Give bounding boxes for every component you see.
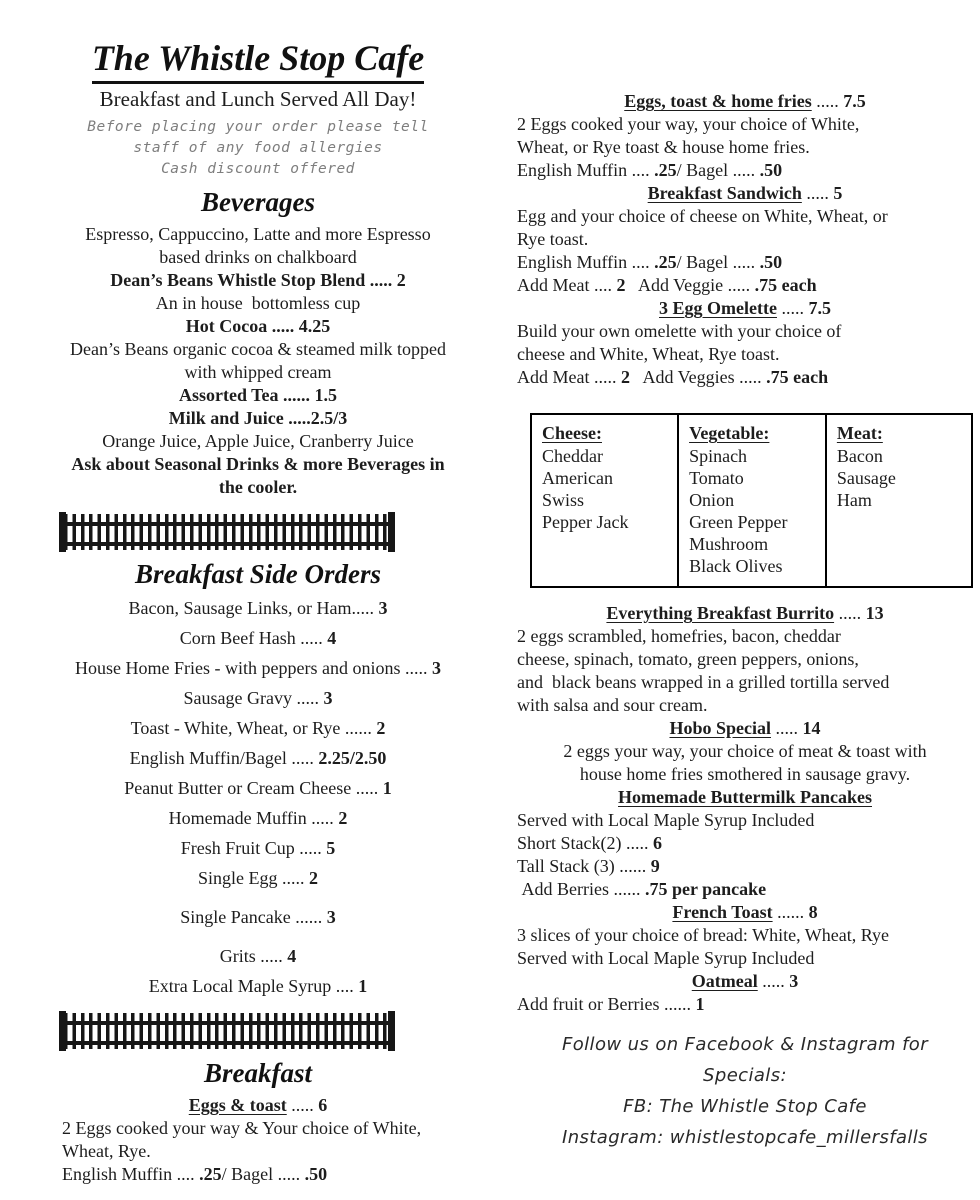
menu-item-breakfast-sandwich: Breakfast Sandwich ..... 5 bbox=[647, 183, 843, 203]
track-rails bbox=[60, 1021, 394, 1045]
topping-item: Sausage bbox=[836, 468, 896, 488]
topping-item: Tomato bbox=[689, 468, 744, 488]
toppings-column-cheese bbox=[531, 414, 678, 587]
menu-line: the cooler. bbox=[218, 476, 298, 497]
menu-item-milk-and-juice: Milk and Juice .....2.5/3 bbox=[168, 407, 348, 428]
topping-item: Pepper Jack bbox=[542, 512, 629, 532]
instagram-handle: Instagram: whistlestopcafe_millersfalls bbox=[562, 1127, 928, 1148]
menu-item-add-fruit-berries: Add fruit or Berries ...... 1 bbox=[517, 994, 705, 1014]
menu-line: Ask about Seasonal Drinks & more Beverages in bbox=[71, 453, 445, 474]
topping-item: Mushroom bbox=[689, 534, 769, 554]
toppings-column-meat bbox=[826, 414, 972, 587]
menu-item-bacon-sausage-ham: Bacon, Sausage Links, or Ham..... 3 bbox=[128, 597, 388, 618]
menu-line: English Muffin .... .25/ Bagel ..... .50 bbox=[517, 160, 783, 180]
topping-item: Onion bbox=[689, 490, 735, 510]
section-beverages bbox=[42, 223, 474, 499]
menu-line: 2 eggs scrambled, homefries, bacon, cheddar bbox=[517, 626, 841, 646]
menu-line: Egg and your choice of cheese on White, Wheat, or bbox=[517, 206, 888, 226]
menu-item-hot-cocoa: Hot Cocoa ..... 4.25 bbox=[185, 315, 331, 336]
menu-item-homemade-buttermilk-pancakes: Homemade Buttermilk Pancakes bbox=[618, 787, 872, 807]
menu-item-grits: Grits ..... 4 bbox=[219, 945, 297, 966]
allergy-notice-line: Before placing your order please tell bbox=[87, 118, 429, 135]
menu-line: An in house bottomless cup bbox=[155, 292, 361, 313]
page-title: The Whistle Stop Cafe bbox=[42, 40, 474, 78]
section-heading-beverages: Beverages bbox=[201, 186, 315, 217]
menu-item-oatmeal: Oatmeal ..... 3 bbox=[691, 971, 799, 991]
toppings-column-header: Meat: bbox=[836, 423, 883, 443]
toppings-column-header: Cheese: bbox=[542, 423, 602, 443]
menu-item-assorted-tea: Assorted Tea ...... 1.5 bbox=[178, 384, 337, 405]
menu-line: Add Meat .... 2 Add Veggie ..... .75 each bbox=[517, 275, 817, 295]
menu-line: 2 Eggs cooked your way & Your choice of White, bbox=[62, 1117, 422, 1138]
menu-item-eggs-toast-home-fries: Eggs, toast & home fries ..... 7.5 bbox=[624, 91, 866, 111]
menu-line: Add Meat ..... 2 Add Veggies ..... .75 each bbox=[517, 367, 829, 387]
train-track-divider bbox=[60, 1013, 394, 1049]
menu-line: Dean’s Beans organic cocoa & steamed milk topped bbox=[69, 338, 447, 359]
menu-item-sausage-gravy: Sausage Gravy ..... 3 bbox=[183, 687, 333, 708]
menu-item-peanut-butter-cream-cheese: Peanut Butter or Cream Cheese ..... 1 bbox=[124, 777, 392, 798]
section-heading-breakfast-side-orders: Breakfast Side Orders bbox=[134, 558, 381, 589]
menu-line: English Muffin .... .25/ Bagel ..... .50 bbox=[62, 1163, 328, 1184]
section-heading-breakfast: Breakfast bbox=[204, 1057, 312, 1088]
track-end bbox=[388, 1011, 395, 1051]
menu-line: Wheat, Rye. bbox=[62, 1140, 151, 1161]
tagline: Breakfast and Lunch Served All Day! bbox=[99, 86, 417, 111]
menu-item-short-stack: Short Stack(2) ..... 6 bbox=[517, 833, 662, 853]
train-track-divider bbox=[60, 514, 394, 550]
track-rails bbox=[60, 522, 394, 546]
facebook-handle: FB: The Whistle Stop Cafe bbox=[623, 1096, 867, 1117]
topping-item: Black Olives bbox=[689, 556, 783, 576]
toppings-column-vegetable bbox=[678, 414, 826, 587]
social-footer bbox=[517, 1029, 973, 1153]
menu-item-single-pancake: Single Pancake ...... 3 bbox=[180, 906, 336, 927]
topping-item: Green Pepper bbox=[689, 512, 788, 532]
section-breakfast bbox=[42, 1094, 474, 1186]
topping-item: Swiss bbox=[542, 490, 585, 510]
menu-line: based drinks on chalkboard bbox=[159, 246, 357, 267]
section-specials-and-griddle bbox=[517, 602, 973, 1016]
menu-item-corn-beef-hash: Corn Beef Hash ..... 4 bbox=[179, 627, 337, 648]
menu-item-add-berries: Add Berries ...... .75 per pancake bbox=[517, 879, 767, 899]
left-column bbox=[42, 40, 474, 1200]
toppings-row bbox=[531, 414, 972, 587]
topping-item: Bacon bbox=[836, 446, 883, 466]
menu-line: Orange Juice, Apple Juice, Cranberry Juice bbox=[102, 430, 414, 451]
track-end bbox=[59, 1011, 66, 1051]
topping-item: Cheddar bbox=[542, 446, 603, 466]
menu-line: Espresso, Cappuccino, Latte and more Espresso bbox=[85, 223, 431, 244]
topping-item: American bbox=[542, 468, 613, 488]
menu-item-homemade-muffin: Homemade Muffin ..... 2 bbox=[168, 807, 348, 828]
menu-item-french-toast: French Toast ...... 8 bbox=[672, 902, 818, 922]
allergy-notice-line: staff of any food allergies bbox=[133, 139, 383, 156]
menu-line: and black beans wrapped in a grilled tortilla served bbox=[517, 672, 890, 692]
section-breakfast-side-orders bbox=[42, 597, 474, 998]
menu-item-single-egg: Single Egg ..... 2 bbox=[198, 867, 318, 888]
menu-line: Build your own omelette with your choice of bbox=[517, 321, 842, 341]
menu-line: cheese and White, Wheat, Rye toast. bbox=[517, 344, 780, 364]
menu-line: Served with Local Maple Syrup Included bbox=[517, 810, 815, 830]
menu-line: 2 Eggs cooked your way, your choice of White, bbox=[517, 114, 860, 134]
menu-line: 3 slices of your choice of bread: White, Wheat, Rye bbox=[517, 925, 889, 945]
menu-line: Wheat, or Rye toast & house home fries. bbox=[517, 137, 810, 157]
menu-line: 2 eggs your way, your choice of meat & toast with bbox=[563, 741, 927, 761]
section-egg-dishes bbox=[517, 90, 973, 389]
menu-item-toast: Toast - White, Wheat, or Rye ...... 2 bbox=[130, 717, 386, 738]
menu-item-hobo-special: Hobo Special ..... 14 bbox=[669, 718, 821, 738]
topping-item: Spinach bbox=[689, 446, 748, 466]
menu-line: with salsa and sour cream. bbox=[517, 695, 708, 715]
menu-line: house home fries smothered in sausage gravy. bbox=[579, 764, 911, 784]
toppings-column-header: Vegetable: bbox=[689, 423, 770, 443]
menu-item-eggs-and-toast: Eggs & toast ..... 6 bbox=[188, 1094, 328, 1115]
topping-item: Ham bbox=[836, 490, 872, 510]
menu-line: cheese, spinach, tomato, green peppers, onions, bbox=[517, 649, 859, 669]
menu-item-everything-breakfast-burrito: Everything Breakfast Burrito ..... 13 bbox=[606, 603, 884, 623]
right-column bbox=[517, 90, 973, 1200]
menu-line: Served with Local Maple Syrup Included bbox=[517, 948, 815, 968]
track-end bbox=[388, 512, 395, 552]
allergy-notice bbox=[42, 117, 474, 180]
menu-item-3-egg-omelette: 3 Egg Omelette ..... 7.5 bbox=[659, 298, 831, 318]
menu-item-house-home-fries: House Home Fries - with peppers and onions ..... 3 bbox=[75, 657, 441, 678]
omelette-toppings-table bbox=[530, 413, 973, 588]
menu-item-extra-maple-syrup: Extra Local Maple Syrup .... 1 bbox=[148, 975, 368, 996]
menu-item-fresh-fruit-cup: Fresh Fruit Cup ..... 5 bbox=[180, 837, 336, 858]
menu-item-deans-beans-blend: Dean’s Beans Whistle Stop Blend ..... 2 bbox=[110, 269, 406, 290]
menu-line: English Muffin .... .25/ Bagel ..... .50 bbox=[517, 252, 783, 272]
menu-item-tall-stack: Tall Stack (3) ...... 9 bbox=[517, 856, 660, 876]
track-end bbox=[59, 512, 66, 552]
menu-line: Rye toast. bbox=[517, 229, 589, 249]
cash-discount-line: Cash discount offered bbox=[161, 160, 355, 177]
social-follow-line: Follow us on Facebook & Instagram for Specials: bbox=[561, 1034, 929, 1086]
menu-item-english-muffin-bagel: English Muffin/Bagel ..... 2.25/2.50 bbox=[129, 747, 387, 768]
menu-line: with whipped cream bbox=[184, 361, 332, 382]
